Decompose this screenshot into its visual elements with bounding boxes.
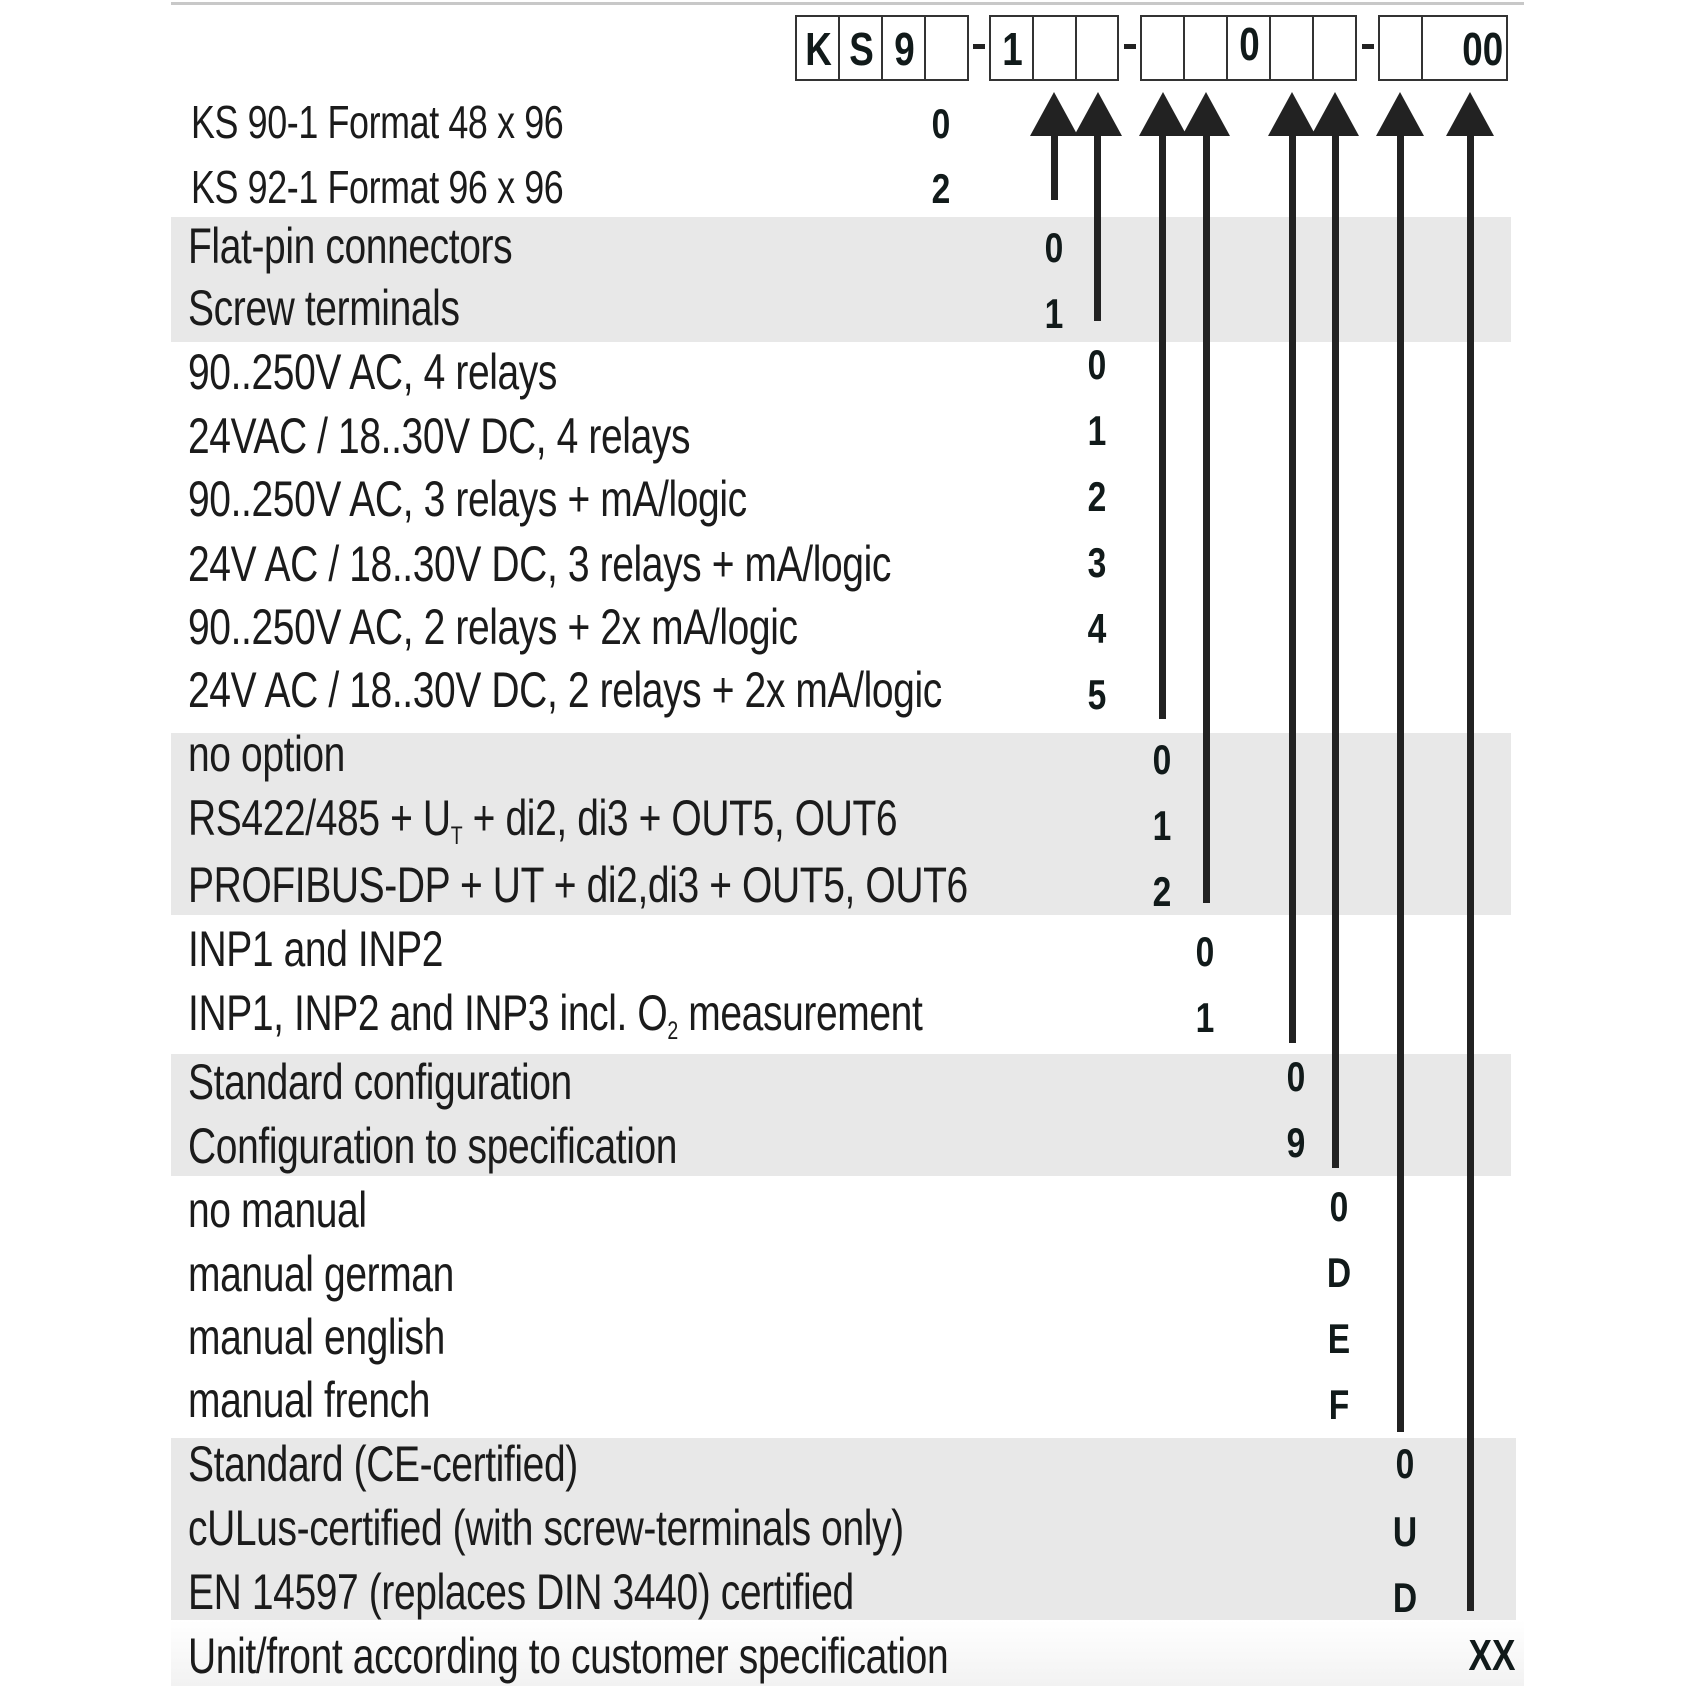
arrow-shaft xyxy=(1203,130,1210,903)
code-char xyxy=(1146,15,1180,81)
arrow-shaft xyxy=(1051,130,1058,200)
option-code: 2 xyxy=(931,165,951,212)
option-label: Standard (CE-certified) xyxy=(188,1436,578,1492)
arrow-shaft xyxy=(1467,130,1474,1611)
option-label: KS 92-1 Format 96 x 96 xyxy=(191,161,564,213)
option-label: INP1 and INP2 xyxy=(188,921,444,977)
option-label: Configuration to specification xyxy=(188,1118,678,1174)
code-char: K xyxy=(805,23,832,75)
option-label: Unit/front according to customer specification xyxy=(188,1628,949,1684)
option-code: 0 xyxy=(931,100,951,147)
code-char xyxy=(1384,15,1418,81)
option-code: 0 xyxy=(1195,928,1215,975)
option-code: D xyxy=(1392,1574,1418,1621)
option-label: no manual xyxy=(188,1182,367,1238)
label-text: RS422/485 + U xyxy=(188,790,451,846)
code-char: 9 xyxy=(894,23,915,75)
option-code: U xyxy=(1392,1508,1418,1555)
label-text: INP1, INP2 and INP3 incl. O xyxy=(188,985,668,1041)
option-code: 0 xyxy=(1329,1183,1349,1230)
option-label: cULus-certified (with screw-terminals only) xyxy=(188,1500,904,1556)
option-code: 0 xyxy=(1087,341,1107,388)
label-text: measurement xyxy=(677,985,923,1041)
code-char xyxy=(1318,15,1352,81)
cell-divider xyxy=(1269,15,1271,81)
top-rule xyxy=(171,2,1524,5)
cell-divider xyxy=(924,15,926,81)
cell-divider xyxy=(1032,15,1034,81)
cell-divider xyxy=(1421,15,1423,81)
option-code: 5 xyxy=(1087,671,1107,718)
option-label: PROFIBUS-DP + UT + di2,di3 + OUT5, OUT6 xyxy=(188,857,968,913)
subscript: 2 xyxy=(667,1016,678,1045)
separator-dash xyxy=(1362,44,1374,49)
label-text: + di2, di3 + OUT5, OUT6 xyxy=(462,790,898,846)
cell-divider xyxy=(1075,15,1077,81)
arrow-shaft xyxy=(1094,130,1101,321)
code-char: S xyxy=(849,23,874,75)
option-code: 4 xyxy=(1087,605,1107,652)
separator-dash xyxy=(1124,44,1136,49)
option-label: Flat-pin connectors xyxy=(188,218,513,274)
option-code: 0 xyxy=(1286,1053,1306,1100)
option-code: 0 xyxy=(1044,224,1064,271)
option-code: 0 xyxy=(1152,736,1172,783)
arrow-shaft xyxy=(1397,130,1404,1432)
option-label: 24V AC / 18..30V DC, 3 relays + mA/logic xyxy=(188,536,891,592)
option-code: 1 xyxy=(1195,994,1215,1041)
option-label: 90..250V AC, 4 relays xyxy=(188,344,558,400)
option-code: D xyxy=(1326,1249,1352,1296)
option-code: XX xyxy=(1468,1631,1516,1680)
cell-divider xyxy=(1226,15,1228,81)
cell-divider xyxy=(1183,15,1185,81)
option-code: 1 xyxy=(1087,407,1107,454)
arrow-shaft xyxy=(1332,130,1339,1168)
code-char xyxy=(1081,15,1115,81)
option-code: 0 xyxy=(1395,1440,1415,1487)
cell-divider xyxy=(838,15,840,81)
code-char xyxy=(1038,15,1072,81)
cell-divider xyxy=(1312,15,1314,81)
option-code: 1 xyxy=(1152,802,1172,849)
option-code: 2 xyxy=(1152,868,1172,915)
code-char xyxy=(1189,15,1223,81)
option-code: 9 xyxy=(1286,1119,1306,1166)
option-label: Standard configuration xyxy=(188,1054,572,1110)
option-code: 2 xyxy=(1087,473,1107,520)
option-label: 24V AC / 18..30V DC, 2 relays + 2x mA/logic xyxy=(188,662,942,718)
option-label: manual french xyxy=(188,1372,431,1428)
option-label: Screw terminals xyxy=(188,280,460,336)
option-label: manual english xyxy=(188,1309,445,1365)
option-code: E xyxy=(1327,1315,1351,1362)
option-label xyxy=(188,983,922,1061)
option-code: 1 xyxy=(1044,290,1064,337)
option-label: 90..250V AC, 2 relays + 2x mA/logic xyxy=(188,599,798,655)
option-code: 3 xyxy=(1087,539,1107,586)
option-label: EN 14597 (replaces DIN 3440) certified xyxy=(188,1564,854,1620)
code-char xyxy=(1275,15,1309,81)
cell-divider xyxy=(881,15,883,81)
option-label: manual german xyxy=(188,1246,454,1302)
option-label: KS 90-1 Format 48 x 96 xyxy=(191,96,564,148)
code-char: 1 xyxy=(1002,23,1023,75)
option-code: F xyxy=(1328,1381,1350,1428)
code-char xyxy=(930,15,964,81)
code-char: 0 xyxy=(1239,18,1260,70)
code-char: 00 xyxy=(1462,23,1504,75)
option-label: no option xyxy=(188,726,345,782)
subscript: T xyxy=(450,821,463,850)
arrow-shaft xyxy=(1289,130,1296,1043)
separator-dash xyxy=(973,44,985,49)
option-label: 90..250V AC, 3 relays + mA/logic xyxy=(188,471,747,527)
arrow-shaft xyxy=(1159,130,1166,719)
option-label: 24VAC / 18..30V DC, 4 relays xyxy=(188,408,691,464)
